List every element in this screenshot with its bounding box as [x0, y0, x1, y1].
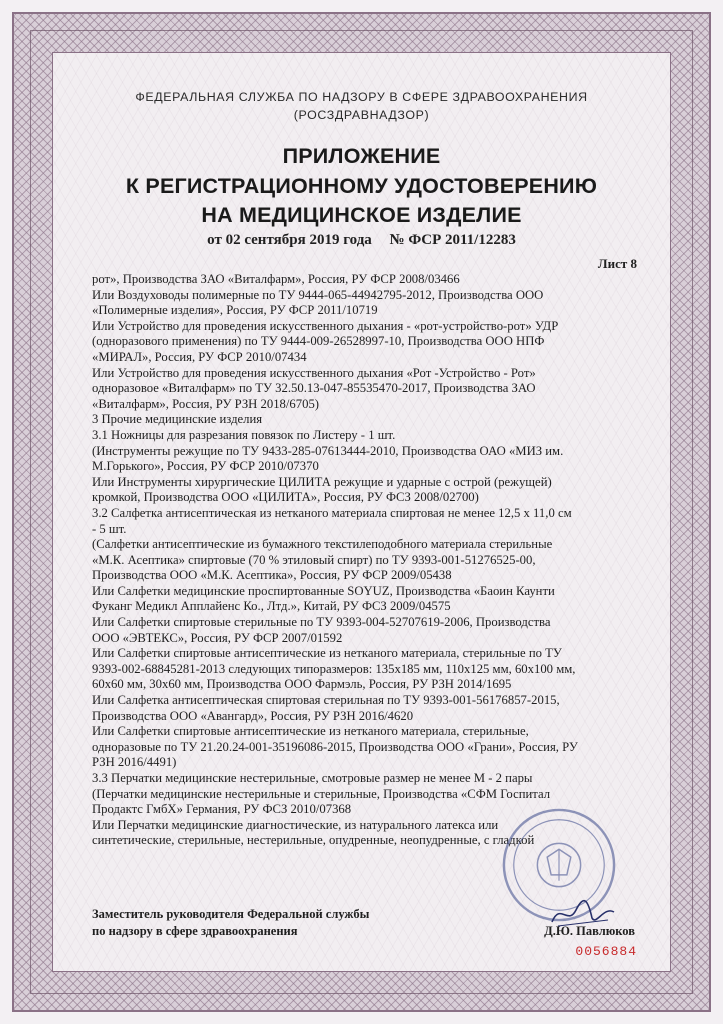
body-text-line: 9393-002-68845281-2013 следующих типоразмеров: 135х185 мм, 110х125 мм, 60х100 мм,	[92, 661, 576, 676]
body-text-line: Фуканг Медикл Апплайенс Ко., Лтд.», Китай, РУ ФСЗ 2009/04575	[92, 599, 451, 614]
body-text-line: М.Горького», Россия, РУ ФСР 2010/07370	[92, 459, 319, 474]
document-body	[92, 272, 672, 849]
body-text-line: (Салфетки антисептические из бумажного текстилеподобного материала стерильные	[92, 537, 553, 552]
body-text-line: - 5 шт.	[92, 521, 127, 536]
document-title-line1: ПРИЛОЖЕНИЕ	[282, 144, 441, 168]
body-text-line: Или Салфетки медицинские проспиртованные SOYUZ, Производства «Баоин Каунти	[92, 583, 555, 598]
body-text-line: (Инструменты режущие по ТУ 9433-285-07613444-2010, Производства ОАО «МИЗ им.	[92, 443, 564, 458]
number-sign: №	[389, 232, 405, 248]
body-text-line: Или Салфетки спиртовые антисептические из нетканого материала, стерильные,	[92, 724, 529, 739]
body-text-line: Или Устройство для проведения искусственного дыхания «Рот -Устройство - Рот»	[92, 365, 536, 380]
signatory-position	[92, 906, 369, 940]
body-text-line: «М.К. Асептика» спиртовые (70 % этиловый спирт) по ТУ 9393-001-51276525-00,	[92, 552, 536, 567]
body-text-line: Или Устройство для проведения искусственного дыхания - «рот-устройство-рот» УДР	[92, 318, 559, 333]
body-text-line: Производства ООО «М.К. Асептика», Россия, РУ ФСР 2009/05438	[92, 568, 452, 583]
body-text-line: рот», Производства ЗАО «Виталфарм», Россия, РУ ФСР 2008/03466	[92, 272, 460, 286]
body-text-line: 3 Прочие медицинские изделия	[92, 412, 263, 427]
agency-name: ФЕДЕРАЛЬНАЯ СЛУЖБА ПО НАДЗОРУ В СФЕРЕ ЗДРАВООХРАНЕНИЯ	[135, 90, 588, 104]
body-text-line: 60х60 мм, 30х60 мм, Производства ООО Фармэль, Россия, РУ РЗН 2014/1695	[92, 677, 512, 692]
issue-date: 02 сентября 2019 года	[225, 232, 372, 248]
body-text-line: синтетические, стерильные, нестерильные, опудренные, неопудренные, с гладкой	[92, 833, 535, 848]
body-text-line: 3.1 Ножницы для разрезания повязок по Листеру - 1 шт.	[92, 427, 396, 442]
body-text-line: Продактс ГмбХ» Германия, РУ ФСЗ 2010/07368	[92, 802, 352, 817]
body-text-line: одноразовое «Виталфарм» по ТУ 32.50.13-047-85535470-2017, Производства ЗАО	[92, 381, 536, 396]
date-prefix: от	[207, 232, 222, 248]
body-text-line: 3.2 Салфетка антисептическая из нетканого материала спиртовая не менее 12,5 х 11,0 см	[92, 505, 572, 520]
issue-dateline	[60, 232, 663, 249]
sheet-value: 8	[630, 256, 637, 271]
form-serial-number: 0056884	[575, 944, 637, 959]
document-title-line2: К РЕГИСТРАЦИОННОМУ УДОСТОВЕРЕНИЮ	[125, 174, 598, 198]
body-text-line: Или Воздуховоды полимерные по ТУ 9444-065-44942795-2012, Производства ООО	[92, 287, 544, 302]
agency-abbreviation: (РОСЗДРАВНАДЗОР)	[293, 108, 430, 122]
body-text-line: «МИРАЛ», Россия, РУ ФСР 2010/07434	[92, 349, 307, 364]
body-text-line: РЗН 2016/4491)	[92, 755, 177, 770]
sheet-label: Лист	[597, 256, 628, 271]
body-text-line: Или Перчатки медицинские диагностические, из натурального латекса или	[92, 817, 499, 832]
body-text-line: Или Салфетка антисептическая спиртовая стерильная по ТУ 9393-001-56176857-2015,	[92, 693, 560, 708]
certificate-number: ФСР 2011/12283	[408, 232, 516, 248]
body-text-line: «Полимерные изделия», Россия, РУ ФСР 2011/10719	[92, 303, 378, 318]
body-text-line: кромкой, Производства ООО «ЦИЛИТА», Россия, РУ ФСЗ 2008/02700)	[92, 490, 479, 505]
body-text-line: Или Салфетки спиртовые антисептические из нетканого материала, стерильные по ТУ	[92, 646, 562, 661]
body-text-line: (Перчатки медицинские нестерильные и стерильные, Производства «СФМ Госпитал	[92, 786, 551, 801]
position-line2: по надзору в сфере здравоохранения	[92, 924, 298, 938]
body-text-line: Или Салфетки спиртовые стерильные по ТУ 9393-004-52707619-2006, Производства	[92, 615, 551, 630]
body-text-line: ООО «ЭВТЕКС», Россия, РУ ФСР 2007/01592	[92, 630, 343, 645]
body-text-line: одноразовые по ТУ 21.20.24-001-35196086-2015, Производства ООО «Грани», Россия, РУ	[92, 739, 578, 754]
body-text-line: 3.3 Перчатки медицинские нестерильные, смотровые размер не менее М - 2 пары	[92, 771, 533, 785]
signer-name: Д.Ю. Павлюков	[544, 924, 635, 938]
document-title-line3: НА МЕДИЦИНСКОЕ ИЗДЕЛИЕ	[201, 203, 522, 227]
body-text-line: (одноразового применения) по ТУ 9444-009-26528997-10, Производства ООО НПФ	[92, 334, 545, 349]
position-line1: Заместитель руководителя Федеральной службы	[92, 907, 370, 921]
body-text-line: Или Инструменты хирургические ЦИЛИТА режущие и ударные с острой (режущей)	[92, 474, 552, 489]
body-text-line: Производства ООО «Авангард», Россия, РУ РЗН 2016/4620	[92, 708, 414, 723]
body-text-line: «Виталфарм», Россия, РУ РЗН 2018/6705)	[92, 396, 320, 411]
sheet-number	[598, 256, 637, 272]
